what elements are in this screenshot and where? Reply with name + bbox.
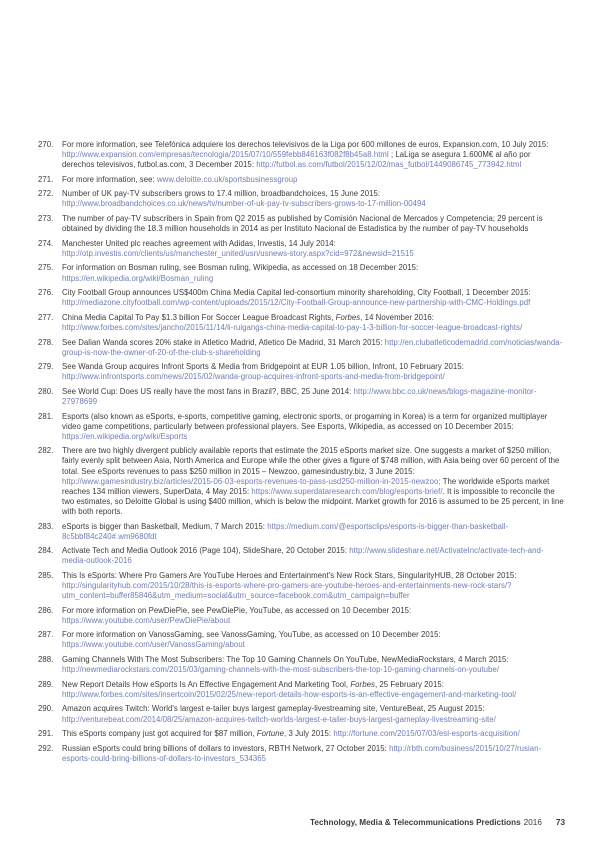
footer-page-number: 73 (555, 818, 565, 827)
reference-plain-text: Activate Tech and Media Outlook 2016 (Page 104), SlideShare, 20 October 2015: (62, 546, 350, 556)
reference-plain-text: The number of pay-TV subscribers in Spain from Q2 2015 as published by Comisión Nacional de Mercados y Competencia; 29 percent is obtained by dividing the 18.3 million households in 2014 as per Instituto Nacional de Estadistica by the number of pay-TV households (62, 214, 543, 234)
reference-text (62, 606, 565, 626)
reference-item (38, 214, 565, 234)
reference-link[interactable]: https://www.youtube.com/user/PewDiePie/about (62, 615, 231, 625)
reference-link[interactable]: http://www.infrontsports.com/news/2015/02/wanda-group-acquires-infront-sports-and-media-from-bridgepoint/ (62, 372, 445, 382)
reference-item (38, 729, 565, 739)
reference-link[interactable]: http://newmediarockstars.com/2015/03/gaming-channels-with-the-most-subscribers-the-top-10-gaming-channels-on-youtube/ (62, 665, 500, 675)
footer-report-year: 2016 (523, 818, 542, 827)
reference-link[interactable]: https://www.superdataresearch.com/blog/esports-brief/ (251, 486, 443, 496)
reference-plain-text: China Media Capital To Pay $1.3 billion For Soccer League Broadcast Rights, (62, 312, 336, 322)
reference-plain-text: This eSports company just got acquired for $87 million, (62, 729, 257, 739)
reference-plain-text: See World Cup: Does US really have the most fans in Brazil?, BBC, 25 June 2014: (62, 386, 354, 396)
reference-text (62, 338, 565, 358)
reference-number: 275. (38, 263, 54, 273)
reference-link[interactable]: https://www.youtube.com/user/VanossGaming/about (62, 640, 245, 650)
reference-item (38, 630, 565, 650)
reference-text (62, 239, 565, 259)
reference-link[interactable]: http://www.broadbandchoices.co.uk/news/tv/number-of-uk-pay-tv-subscribers-grows-to-17-million-00494 (62, 199, 426, 209)
reference-link[interactable]: https://medium.com/@esportsclips/esports-is-bigger-than-basketball-8c5bbf84c240#.wm9680fdt (62, 521, 509, 541)
reference-number: 279. (38, 362, 54, 372)
reference-number: 290. (38, 704, 54, 714)
reference-item (38, 288, 565, 308)
reference-item (38, 680, 565, 700)
reference-text (62, 263, 565, 283)
reference-plain-text: , 3 July 2015: (284, 729, 334, 739)
reference-text (62, 571, 565, 601)
reference-number: 284. (38, 546, 54, 556)
reference-item (38, 189, 565, 209)
reference-plain-text: . It is impossible to reconcile the two estimates, so Deloitte Global is using $400 million, which is below the midpoint. Market growth for 2016 is assumed to be 25 percent, in line with both reports. (62, 486, 564, 516)
reference-item (38, 522, 565, 542)
reference-item (38, 175, 565, 185)
reference-item (38, 704, 565, 724)
reference-text (62, 412, 565, 442)
reference-plain-text: City Football Group announces US$400m China Media Capital led-consortium minority shareholding, City Football, 1 December 2015: (62, 288, 531, 298)
publication-name: Forbes (335, 312, 361, 322)
reference-plain-text: Gaming Channels With The Most Subscribers: The Top 10 Gaming Channels On YouTube, NewMediaRockstars, 4 March 2015: (62, 655, 509, 665)
reference-link[interactable]: http://www.gamesindustry.biz/articles/2015-06-03-esports-revenues-to-pass-usd250-million-in-2015-newzoo; (62, 476, 441, 486)
reference-plain-text: For more information, see: (62, 174, 157, 184)
reference-plain-text: This Is eSports: Where Pro Gamers Are YouTube Heroes and Entertainment's New Rock Stars, SingularityHUB, 28 October 2015: (62, 570, 517, 580)
reference-link[interactable]: http://en.clubatleticodemadrid.com/noticias/wanda-group-is-now-the-owner-of-20-of-the-club-s-shareholding (62, 337, 563, 357)
reference-plain-text: eSports is bigger than Basketball, Medium, 7 March 2015: (62, 521, 268, 531)
reference-link[interactable]: http://www.bbc.co.uk/news/blogs-magazine-monitor-27978699 (62, 386, 537, 406)
reference-item (38, 412, 565, 442)
reference-link[interactable]: http://futbol.as.com/futbol/2015/12/02/mas_futbol/1449086745_773942.html (256, 160, 522, 170)
reference-number: 272. (38, 189, 54, 199)
reference-text (62, 313, 565, 333)
reference-link[interactable]: http://otp.investis.com/clients/us/manchester_united/usn/usnews-story.aspx?cid=972&newsid=21515 (62, 248, 414, 258)
reference-number: 291. (38, 729, 54, 739)
reference-plain-text: For more information, see Telefónica adquiere los derechos televisivos de la Liga por 600 millones de euros, Expansion.com, 10 July 2015: (62, 140, 549, 149)
reference-item (38, 263, 565, 283)
reference-text (62, 744, 565, 764)
reference-plain-text: Amazon acquires Twitch: World's largest e-tailer buys largest gameplay-livestreaming site, VentureBeat, 25 August 2015: (62, 704, 485, 714)
reference-number: 287. (38, 630, 54, 640)
reference-number: 277. (38, 312, 54, 322)
reference-number: 276. (38, 288, 54, 298)
reference-text (62, 546, 565, 566)
reference-text (62, 704, 565, 724)
reference-link[interactable]: https://en.wikipedia.org/wiki/Bosman_ruling (62, 273, 214, 283)
reference-item (38, 655, 565, 675)
reference-number: 274. (38, 238, 54, 248)
reference-item (38, 140, 565, 170)
reference-number: 289. (38, 679, 54, 689)
reference-text (62, 288, 565, 308)
reference-number: 281. (38, 411, 54, 421)
reference-text (62, 214, 565, 234)
reference-link[interactable]: http://fortune.com/2015/07/03/esl-esports-acquisition/ (333, 729, 520, 739)
page-footer (310, 818, 565, 828)
reference-plain-text: New Report Details How eSports Is An Effective Engagement And Marketing Tool, (62, 679, 351, 689)
reference-plain-text: For more information on PewDiePie, see PewDiePie, YouTube, as accessed on 10 December 2015: (62, 605, 412, 615)
reference-text (62, 175, 565, 185)
reference-text (62, 655, 565, 675)
reference-link[interactable]: http://singularityhub.com/2015/10/28/this-is-esports-where-pro-gamers-are-youtube-heroes-and-entertainments-new-rock-stars/?utm_content=buffer85846&utm_medium=social&utm_source=facebook.com&utm_campaign=buffer (62, 580, 512, 601)
reference-plain-text: For information on Bosman ruling, see Bosman ruling, Wikipedia, as accessed on 18 December 2015: (62, 263, 419, 273)
reference-plain-text: , 14 November 2016: (360, 312, 435, 322)
reference-text (62, 680, 565, 700)
reference-plain-text: See Dalian Wanda scores 20% stake in Atletico Madrid, Atletico De Madrid, 31 March 2015: (62, 337, 385, 347)
reference-plain-text: For more information on VanossGaming, see VanossGaming, YouTube, as accessed on 10 December 2015: (62, 630, 441, 640)
reference-link[interactable]: http://www.slideshare.net/ActivateInc/activate-tech-and-media-outlook-2016 (62, 546, 544, 566)
reference-text (62, 362, 565, 382)
reference-item (38, 446, 565, 517)
reference-text (62, 189, 565, 209)
reference-item (38, 362, 565, 382)
reference-number: 285. (38, 570, 54, 580)
reference-item (38, 387, 565, 407)
reference-text (62, 387, 565, 407)
reference-number: 271. (38, 174, 54, 184)
reference-plain-text: There are two highly divergent publicly available reports that estimate the 2015 eSports market size. One suggests a market of $250 million, fairly evenly split between Asia, North America and Europe while the other gives a figure of $748 million, with Asia being over 60 percent of the total. See eSports revenues to pass $250 million in 2015 – Newzoo, gamesindustry.biz, 3 June 2015: (62, 446, 560, 476)
reference-text (62, 140, 565, 170)
reference-item (38, 338, 565, 358)
reference-link[interactable]: http://rbth.com/business/2015/10/27/rusian-esports-could-bring-billions-of-dollars-to-investors_534365 (62, 743, 542, 763)
reference-plain-text: Manchester United plc reaches agreement with Adidas, Investis, 14 July 2014: (62, 238, 336, 248)
reference-number: 278. (38, 337, 54, 347)
reference-item (38, 313, 565, 333)
reference-plain-text: Esports (also known as eSports, e-sports, competitive gaming, electronic sports, or progaming in Korea) is a term for organized multiplayer video game competitions, particularly between professional players. See Esports, Wikipedia, as accessed on 10 December 2015: (62, 411, 548, 431)
reference-item (38, 239, 565, 259)
reference-text (62, 729, 565, 739)
reference-link[interactable]: www.deloitte.co.uk/sportsbusinessgroup (156, 174, 298, 184)
reference-link[interactable]: http://www.forbes.com/sites/insertcoin/2015/02/25/new-report-details-how-esports-is-an-effective-engagement-and-marketing-tool/ (62, 689, 517, 699)
reference-text (62, 522, 565, 542)
reference-plain-text: ; LaLiga se asegura 1.600M€ al año por derechos televisivos, futbol.as.com, 3 December 2015: (62, 150, 531, 170)
reference-link[interactable]: http://mediazone.cityfootball.com/wp-content/uploads/2015/12/City-Football-Group-announce-new-partnership-with-CMC-Holdings.pdf (62, 298, 531, 308)
reference-plain-text: , 25 February 2015: (374, 679, 444, 689)
reference-plain-text: Russian eSports could bring billions of dollars to investors, RBTH Network, 27 October 2015: (62, 743, 390, 753)
reference-number: 286. (38, 605, 54, 615)
publication-name: Fortune (256, 729, 285, 739)
reference-item (38, 571, 565, 601)
reference-item (38, 546, 565, 566)
footer-report-title: Technology, Media & Telecommunications Predictions (310, 818, 521, 827)
reference-plain-text: The worldwide eSports market reaches 134 million viewers, SuperData, 4 May 2015: (62, 476, 550, 496)
reference-number: 280. (38, 386, 54, 396)
reference-text (62, 446, 565, 517)
reference-number: 292. (38, 743, 54, 753)
reference-link[interactable]: http://www.forbes.com/sites/jancho/2015/11/14/li-ruigangs-china-media-capital-to-pay-1-3-billion-for-soccer-league-broadcast-rights/ (62, 322, 523, 332)
reference-number: 273. (38, 214, 54, 224)
reference-number: 270. (38, 140, 54, 149)
reference-text (62, 630, 565, 650)
reference-item (38, 606, 565, 626)
reference-plain-text: See Wanda Group acquires Infront Sports & Media from Bridgepoint at EUR 1.05 billion, Infront, 10 February 2015: (62, 362, 464, 372)
reference-plain-text: Number of UK pay-TV subscribers grows to 17.4 million, broadbandchoices, 15 June 2015: (62, 189, 381, 199)
reference-number: 283. (38, 521, 54, 531)
publication-name: Forbes (350, 679, 375, 689)
reference-link[interactable]: https://en.wikipedia.org/wiki/Esports (62, 431, 188, 441)
reference-link[interactable]: http://www.expansion.com/empresas/tecnologia/2015/07/10/559febb846163f082f8b45a8.html (62, 150, 389, 160)
reference-number: 288. (38, 655, 54, 665)
references-list (38, 140, 565, 768)
reference-link[interactable]: http://venturebeat.com/2014/08/25/amazon-acquires-twitch-worlds-largest-e-tailer-buys-largest-gameplay-livestreaming-site/ (62, 714, 496, 724)
reference-item (38, 744, 565, 764)
reference-number: 282. (38, 446, 54, 456)
